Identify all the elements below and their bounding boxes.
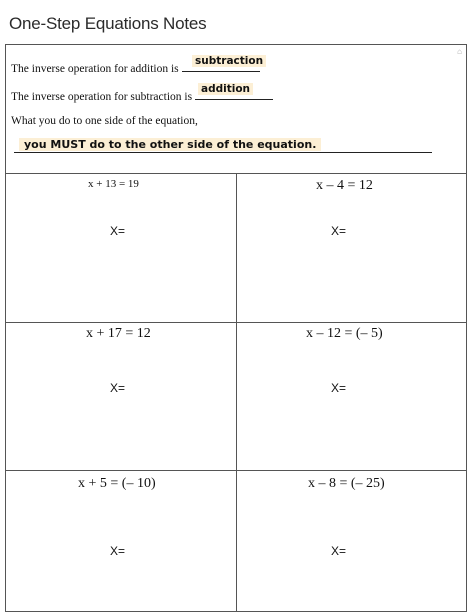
equation-2: x – 4 = 12 bbox=[316, 178, 373, 193]
notes-line-1-text: The inverse operation for addition is bbox=[11, 63, 179, 75]
grid-row-divider-2 bbox=[6, 470, 466, 471]
page-title: One-Step Equations Notes bbox=[9, 14, 207, 33]
answer-label-3[interactable]: X= bbox=[110, 381, 126, 395]
answer-label-2[interactable]: X= bbox=[331, 224, 347, 238]
answer-label-4[interactable]: X= bbox=[331, 381, 347, 395]
worksheet-frame bbox=[5, 44, 467, 612]
answer-must-do: you MUST do to the other side of the equation. bbox=[19, 138, 321, 151]
notes-line-2-text: The inverse operation for subtraction is bbox=[11, 91, 193, 103]
notes-section bbox=[6, 45, 466, 173]
grid-row-divider-1 bbox=[6, 322, 466, 323]
answer-label-5[interactable]: X= bbox=[110, 544, 126, 558]
answer-subtraction: subtraction bbox=[192, 55, 266, 67]
answer-blank-3[interactable] bbox=[14, 152, 432, 153]
equation-3: x + 17 = 12 bbox=[86, 326, 151, 341]
equation-6: x – 8 = (– 25) bbox=[308, 476, 385, 491]
grid-vertical-divider bbox=[236, 174, 237, 611]
problem-grid bbox=[6, 173, 466, 611]
answer-label-6[interactable]: X= bbox=[331, 544, 347, 558]
answer-addition: addition bbox=[198, 83, 253, 95]
corner-mark-icon: ⌂ bbox=[457, 47, 462, 56]
equation-1: x + 13 = 19 bbox=[88, 178, 139, 190]
equation-5: x + 5 = (– 10) bbox=[78, 476, 156, 491]
equation-4: x – 12 = (– 5) bbox=[306, 326, 383, 341]
answer-label-1[interactable]: X= bbox=[110, 224, 126, 238]
notes-line-3-text: What you do to one side of the equation, bbox=[11, 115, 198, 127]
